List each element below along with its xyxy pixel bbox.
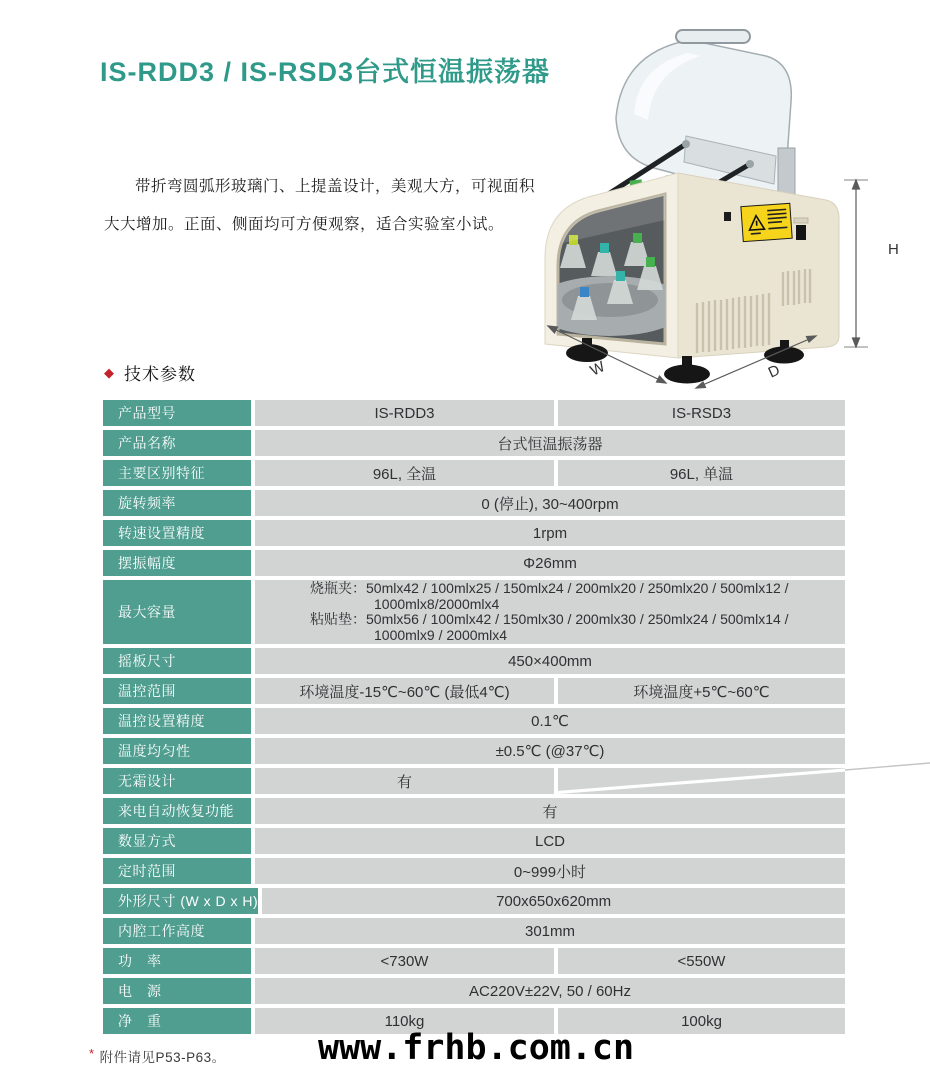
spec-row	[103, 550, 845, 576]
product-description	[104, 168, 574, 244]
warning-sticker-icon	[741, 203, 792, 241]
footnote	[89, 1046, 226, 1066]
spec-row	[103, 430, 845, 456]
spec-row	[103, 828, 845, 854]
dimension-d-label: D	[765, 361, 783, 382]
spec-label: 内腔工作高度	[103, 918, 251, 944]
description-line: 带折弯圆弧形玻璃门、上提盖设计，美观大方，可视面积	[135, 178, 536, 195]
spec-value: 301mm	[255, 918, 845, 944]
spec-label: 旋转频率	[103, 490, 251, 516]
spec-value: AC220V±22V, 50 / 60Hz	[255, 978, 845, 1004]
spec-value-multiline	[255, 580, 845, 644]
spec-row	[103, 400, 845, 426]
spec-value: 100kg	[558, 1008, 845, 1034]
spec-label: 外形尺寸 (W x D x H)	[103, 888, 258, 914]
spec-value: <550W	[558, 948, 845, 974]
spec-value: <730W	[255, 948, 554, 974]
spec-label: 最大容量	[103, 580, 251, 644]
spec-label: 定时范围	[103, 858, 251, 884]
spec-row	[103, 460, 845, 486]
spec-row	[103, 918, 845, 944]
spec-row	[103, 490, 845, 516]
spec-label: 无霜设计	[103, 768, 251, 794]
page-title: IS-RDD3 / IS-RSD3台式恒温振荡器	[100, 57, 551, 87]
spec-value: 0.1℃	[255, 708, 845, 734]
spec-label: 净 重	[103, 1008, 251, 1034]
spec-value: IS-RSD3	[558, 400, 845, 426]
spec-value: 有	[255, 798, 845, 824]
spec-value: 0~999小时	[255, 858, 845, 884]
description-line: 大大增加。正面、侧面均可方便观察，适合实验室小试。	[104, 216, 505, 233]
spec-label: 产品名称	[103, 430, 251, 456]
footnote-text: 附件请见P53-P63。	[99, 1050, 226, 1065]
capacity-line: 1000mlx8/2000mlx4	[374, 595, 500, 612]
spec-label: 转速设置精度	[103, 520, 251, 546]
spec-row	[103, 648, 845, 674]
spec-row	[103, 678, 845, 704]
spec-label: 电 源	[103, 978, 251, 1004]
spec-label: 温控范围	[103, 678, 251, 704]
spec-value: 96L, 全温	[255, 460, 554, 486]
spec-row	[103, 798, 845, 824]
lid-handle	[676, 30, 750, 43]
spec-value: 台式恒温振荡器	[255, 430, 845, 456]
na-diagonal-cell	[558, 768, 845, 794]
spec-value: ±0.5℃ (@37℃)	[255, 738, 845, 764]
spec-value: LCD	[255, 828, 845, 854]
shaker-illustration	[538, 6, 930, 398]
na-diagonal-line	[558, 768, 845, 794]
power-switch	[796, 225, 806, 240]
spec-row	[103, 520, 845, 546]
spec-row	[103, 580, 845, 644]
spec-label: 温控设置精度	[103, 708, 251, 734]
spec-row	[103, 768, 845, 794]
lock-latch	[724, 212, 731, 221]
spec-row	[103, 978, 845, 1004]
section-title: 技术参数	[124, 365, 196, 384]
spec-label: 摇板尺寸	[103, 648, 251, 674]
na-line-extension	[845, 761, 930, 773]
capacity-line: 1000mlx9 / 2000mlx4	[374, 626, 508, 643]
dimension-h-label: H	[888, 241, 899, 258]
spec-value: 96L, 单温	[558, 460, 845, 486]
spec-value: 环境温度+5℃~60℃	[558, 678, 845, 704]
spec-label: 来电自动恢复功能	[103, 798, 251, 824]
section-header	[104, 360, 196, 385]
capacity-line: 粘贴垫：50mlx56 / 100mlx42 / 150mlx30 / 200mlx30 / 250mlx24 / 500mlx14 /	[310, 611, 789, 627]
spec-value: 环境温度-15℃~60℃ (最低4℃)	[255, 678, 554, 704]
spec-label: 功 率	[103, 948, 251, 974]
spec-value: IS-RDD3	[255, 400, 554, 426]
footnote-asterisk: *	[89, 1046, 95, 1061]
website-watermark: www.frhb.com.cn	[318, 1028, 635, 1068]
spec-label: 产品型号	[103, 400, 251, 426]
spec-value: 700x650x620mm	[262, 888, 845, 914]
capacity-line: 烧瓶夹：50mlx42 / 100mlx25 / 150mlx24 / 200mlx20 / 250mlx20 / 500mlx12 /	[310, 580, 789, 596]
spec-row	[103, 948, 845, 974]
spec-row	[103, 708, 845, 734]
spec-row	[103, 858, 845, 884]
spec-value: 0 (停止), 30~400rpm	[255, 490, 845, 516]
dimension-w-label: W	[587, 358, 608, 380]
spec-table	[103, 400, 845, 1038]
spec-label: 温度均匀性	[103, 738, 251, 764]
spec-value: Φ26mm	[255, 550, 845, 576]
spec-value: 450×400mm	[255, 648, 845, 674]
spec-row	[103, 738, 845, 764]
spec-value: 有	[255, 768, 554, 794]
spec-value: 1rpm	[255, 520, 845, 546]
spec-label: 主要区别特征	[103, 460, 251, 486]
spec-value: 110kg	[255, 1008, 554, 1034]
spec-label: 摆振幅度	[103, 550, 251, 576]
product-image	[538, 6, 930, 398]
diamond-bullet-icon: ◆	[104, 365, 114, 380]
spec-label: 数显方式	[103, 828, 251, 854]
spec-row	[103, 888, 845, 914]
